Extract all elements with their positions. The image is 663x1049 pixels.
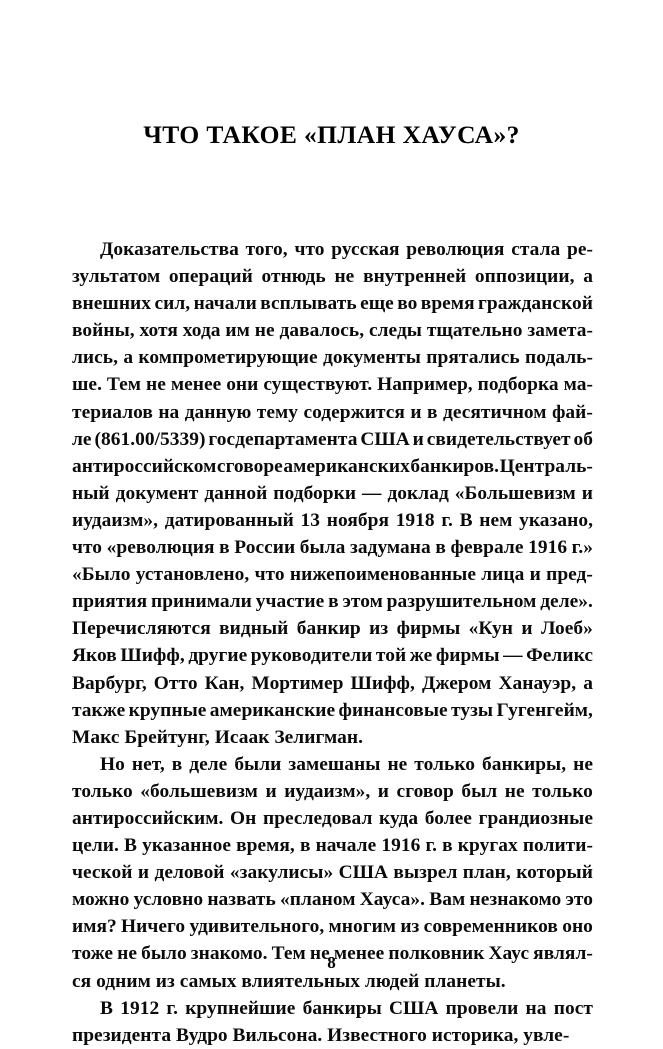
text-line: Макс Брейтунг, Исаак Зелигман.: [72, 726, 364, 748]
word: Вам: [429, 889, 466, 911]
word: «Большевизм: [454, 482, 576, 504]
word: они: [226, 374, 259, 396]
word: Феликс: [526, 645, 593, 667]
word: феврале: [450, 537, 524, 559]
word: нижепоименованные: [289, 564, 476, 586]
word: на: [158, 401, 180, 423]
word: Тем: [271, 943, 306, 965]
word: следы: [368, 320, 422, 342]
word: зультатом: [72, 266, 161, 288]
word: нем: [479, 509, 513, 531]
text-line: [72, 561, 593, 588]
word: стала: [511, 239, 561, 260]
word: начале: [315, 835, 377, 857]
word: Хауса».: [359, 889, 425, 911]
word: компрометирующие: [138, 347, 318, 369]
word: деле».: [540, 591, 593, 613]
word: Варбург,: [72, 672, 147, 694]
text-line: ся одним из самых влиятельных людей планеты.: [72, 970, 506, 992]
word: была: [299, 537, 346, 559]
word: другие: [188, 645, 248, 667]
word: хотя: [139, 320, 178, 342]
word: внешних: [72, 293, 152, 315]
word: банкиры,: [482, 753, 567, 775]
page-number: 8: [327, 953, 336, 972]
word: ма-: [563, 374, 593, 396]
word: куда: [379, 807, 419, 829]
word: «Было: [72, 564, 131, 586]
text-line: [72, 453, 593, 480]
word: можно: [72, 889, 130, 911]
word: современников: [423, 916, 558, 938]
word: фирмы: [396, 618, 461, 640]
word: это: [565, 889, 593, 911]
word: и: [265, 780, 277, 802]
word: антироссийским.: [72, 807, 224, 829]
word: г.: [166, 997, 178, 1019]
word: существуют.: [263, 374, 373, 396]
word: 1918: [395, 509, 435, 531]
word: лица: [481, 564, 525, 586]
word: десятичном: [442, 401, 547, 423]
word: госдепартамента: [208, 428, 358, 450]
word: финансовые: [338, 699, 448, 721]
word: Перечисляются: [72, 618, 211, 640]
word: было: [141, 943, 187, 965]
word: Он: [229, 807, 257, 829]
word: и: [410, 401, 422, 423]
word: не: [117, 943, 138, 965]
word: всплывать: [260, 293, 357, 315]
word: сговор: [396, 780, 454, 802]
word: в: [328, 591, 339, 613]
word: участие: [255, 591, 325, 613]
word: только: [414, 753, 476, 775]
word: Ханауэр,: [498, 672, 577, 694]
word: датированный: [164, 509, 294, 531]
word: тщательно: [426, 320, 523, 342]
word: в: [299, 835, 311, 857]
word: Яков: [72, 645, 117, 667]
word: иудаизм»,: [284, 780, 371, 802]
text-line: [72, 344, 593, 371]
text-line: [72, 886, 593, 913]
word: а: [123, 347, 134, 369]
word: кругах: [457, 835, 518, 857]
word: тему: [256, 401, 299, 423]
word: 1912: [120, 997, 160, 1019]
word: деловой: [154, 862, 225, 884]
word: являл-: [533, 943, 593, 965]
word: Тем: [106, 374, 142, 396]
word: Хаус: [488, 943, 530, 965]
word: данную: [184, 401, 252, 423]
word: что: [294, 239, 325, 260]
word: США: [338, 862, 389, 884]
text-line: [72, 507, 593, 534]
word: банкир: [296, 618, 361, 640]
word: русская: [331, 239, 400, 260]
word: им: [225, 320, 250, 342]
text-line: [72, 426, 593, 453]
word: лись,: [72, 347, 119, 369]
word: —: [362, 482, 382, 504]
word: этом: [342, 591, 383, 613]
word: начали: [193, 293, 257, 315]
text-line: [72, 642, 593, 669]
word: были: [234, 753, 282, 775]
word: ре-: [567, 239, 593, 260]
word: удивительного,: [189, 916, 325, 938]
word: также: [72, 699, 126, 721]
word: войны,: [72, 320, 135, 342]
word: преследовал: [262, 807, 373, 829]
word: Лоеб»: [540, 618, 593, 640]
word: фай-: [551, 401, 593, 423]
word: что: [72, 537, 103, 559]
word: ный: [72, 482, 110, 504]
word: В: [459, 509, 473, 531]
word: незнакомо: [469, 889, 562, 911]
word: и: [412, 428, 424, 450]
word: не: [309, 943, 330, 965]
word: г.»: [571, 537, 593, 559]
word: доклад: [387, 482, 449, 504]
word: в: [427, 401, 438, 423]
word: крупнейшие: [185, 997, 296, 1019]
word: еще: [360, 293, 394, 315]
word: условно: [133, 889, 204, 911]
word: «Кун: [468, 618, 513, 640]
word: крупные: [128, 699, 207, 721]
word: американских: [283, 455, 410, 477]
word: Ничего: [121, 916, 186, 938]
word: а: [583, 266, 593, 288]
word: установлено,: [135, 564, 250, 586]
word: руководители: [250, 645, 373, 667]
word: только: [532, 780, 593, 802]
word: оно: [562, 916, 593, 938]
word: в: [435, 537, 446, 559]
word: в: [219, 537, 230, 559]
word: США: [389, 997, 439, 1019]
word: тузы: [451, 699, 494, 721]
page-title: ЧТО ТАКОЕ «ПЛАН ХАУСА»?: [143, 120, 520, 149]
word: давалось,: [279, 320, 365, 342]
word: антироссийском: [72, 455, 217, 477]
word: только: [72, 780, 133, 802]
word: из: [400, 916, 420, 938]
word: «планом: [280, 889, 356, 911]
word: Например,: [377, 374, 473, 396]
text-line: [72, 995, 593, 1022]
word: прятались: [426, 347, 520, 369]
word: содержится: [303, 401, 405, 423]
word: Джером: [422, 672, 492, 694]
word: полковник: [388, 943, 485, 965]
word: задумана: [350, 537, 431, 559]
text-line: [72, 588, 593, 615]
word: не: [504, 780, 525, 802]
word: же: [409, 645, 433, 667]
word: а: [583, 672, 593, 694]
word: более: [424, 807, 472, 829]
word: Доказательства: [100, 239, 239, 260]
word: хода: [182, 320, 221, 342]
word: (861.00/5339): [94, 428, 206, 450]
word: видный: [219, 618, 289, 640]
word: 1916: [381, 835, 421, 857]
word: деле: [189, 753, 228, 775]
word: указанное: [142, 835, 231, 857]
word: и: [521, 618, 533, 640]
word: внутренней: [363, 266, 467, 288]
word: время: [420, 293, 475, 315]
word: пред-: [546, 564, 593, 586]
word: США: [360, 428, 410, 450]
word: банкиров.: [410, 455, 500, 477]
word: г.: [441, 509, 453, 531]
word: данной: [204, 482, 268, 504]
word: Гугенгейм,: [496, 699, 593, 721]
word: ческой: [72, 862, 133, 884]
word: нет,: [131, 753, 165, 775]
word: ноября: [326, 509, 389, 531]
text-line: [72, 670, 593, 697]
text-line: [72, 859, 593, 886]
text-line: [72, 615, 593, 642]
word: что: [254, 564, 285, 586]
text-line: [72, 751, 593, 778]
word: не: [146, 374, 166, 396]
word: ле: [72, 428, 92, 450]
text-line: [72, 913, 593, 940]
word: банкиры: [302, 997, 382, 1019]
text-line: [72, 805, 593, 832]
word: —: [503, 645, 523, 667]
word: полити-: [522, 835, 593, 857]
text-line: [72, 778, 593, 805]
word: менее: [333, 943, 385, 965]
word: и: [377, 780, 390, 802]
word: многим: [328, 916, 397, 938]
word: 13: [300, 509, 321, 531]
word: назвать: [207, 889, 276, 911]
word: фирмы: [435, 645, 500, 667]
word: план,: [462, 862, 511, 884]
word: не: [573, 753, 593, 775]
word: «революция: [106, 537, 215, 559]
word: замета-: [527, 320, 593, 342]
word: в: [442, 835, 453, 857]
word: имя?: [72, 916, 117, 938]
text-line: [72, 236, 593, 263]
word: революция: [406, 239, 505, 260]
word: не: [254, 320, 275, 342]
word: и: [137, 862, 150, 884]
word: во: [397, 293, 418, 315]
text-line: [72, 263, 593, 290]
word: той: [375, 645, 407, 667]
text-line: [72, 480, 593, 507]
word: г.: [425, 835, 438, 857]
word: Шифф,: [120, 645, 185, 667]
word: териалов: [72, 401, 153, 423]
text-line: [72, 697, 593, 724]
word: принимали: [150, 591, 252, 613]
text-line: президента Вудро Вильсона. Известного историка, увле-: [72, 1024, 570, 1046]
word: Но: [100, 753, 125, 775]
word: был: [461, 780, 498, 802]
word: и: [529, 564, 541, 586]
word: и: [581, 482, 593, 504]
word: вызрел: [393, 862, 458, 884]
word: Отто: [153, 672, 198, 694]
word: подборки: [273, 482, 357, 504]
word: операций: [168, 266, 253, 288]
word: В: [124, 835, 138, 857]
text-line: [72, 399, 593, 426]
word: из: [369, 618, 389, 640]
word: американские: [209, 699, 336, 721]
word: иудаизм»,: [72, 509, 159, 531]
word: Мортимер: [251, 672, 344, 694]
word: который: [516, 862, 593, 884]
word: свидетельствует: [426, 428, 571, 450]
word: в: [171, 753, 183, 775]
word: приятия: [72, 591, 148, 613]
text-line: [72, 290, 593, 317]
word: Централь-: [499, 455, 593, 477]
word: грандиозные: [478, 807, 593, 829]
word: менее: [170, 374, 222, 396]
text-line: [72, 317, 593, 344]
word: подаль-: [525, 347, 593, 369]
text-line: [72, 832, 593, 859]
word: оппозиции,: [474, 266, 575, 288]
word: сговоре: [216, 455, 283, 477]
word: тоже: [72, 943, 114, 965]
word: пост: [553, 997, 593, 1019]
word: гражданской: [478, 293, 593, 315]
text-line: [72, 371, 593, 398]
word: провели: [445, 997, 519, 1019]
word: указано,: [519, 509, 593, 531]
word: цели.: [72, 835, 119, 857]
word: сил,: [154, 293, 191, 315]
word: «большевизм: [140, 780, 258, 802]
word: России: [234, 537, 296, 559]
word: не: [387, 753, 408, 775]
word: того,: [245, 239, 288, 260]
word: не: [334, 266, 355, 288]
word: документ: [115, 482, 199, 504]
word: В: [100, 997, 113, 1019]
word: «закулисы»: [229, 862, 334, 884]
word: замешаны: [288, 753, 381, 775]
word: ше.: [72, 374, 102, 396]
word: разрушительном: [386, 591, 537, 613]
text-line: [72, 534, 593, 561]
word: отнюдь: [261, 266, 326, 288]
word: 1916: [528, 537, 568, 559]
word: об: [573, 428, 593, 450]
word: время,: [236, 835, 295, 857]
word: на: [525, 997, 547, 1019]
word: Шифф,: [350, 672, 415, 694]
word: подборка: [477, 374, 559, 396]
body-text-block: [72, 236, 593, 1049]
word: знакомо.: [190, 943, 268, 965]
word: документы: [323, 347, 421, 369]
word: Кан,: [204, 672, 245, 694]
